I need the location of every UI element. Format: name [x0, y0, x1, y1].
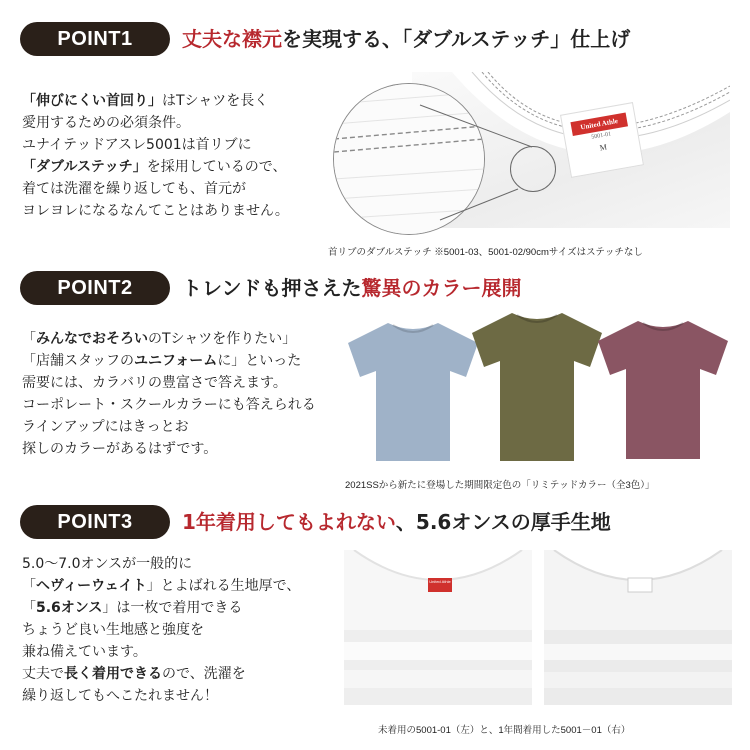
point1-line-2: [22, 134, 289, 156]
fabric-photo-worn: [544, 550, 732, 705]
point2-line-3-a: コーポレート・スクールカラーにも答えられる: [22, 397, 316, 413]
tshirt-mauve-body: [598, 321, 728, 459]
point3-line-3-a: ちょうど良い生地感と強度を: [22, 622, 204, 638]
point1-badge: POINT1: [20, 22, 170, 56]
point2-line-2-a: 需要には、カラバリの豊富さで答えます。: [22, 375, 287, 391]
point2-line-0: [22, 328, 316, 350]
point2-line-4-a: ラインアップにはきっとお: [22, 419, 189, 435]
tag-code: 5001-01: [590, 131, 612, 141]
point2-line-3: [22, 394, 316, 416]
point2-line-5-a: 探しのカラーがあるはずです。: [22, 441, 218, 457]
point2-headline: [182, 271, 522, 305]
point1-line-5: [22, 200, 289, 222]
point3-line-4-a: 兼ね備えています。: [22, 644, 147, 660]
point2-headline-rest: トレンドも押さえた: [182, 276, 362, 300]
point1-body: [22, 90, 289, 222]
point1-headline-rest: を実現する、「ダブルステッチ」仕上げ: [282, 27, 631, 51]
point3-line-2-b: 5.6オンス: [36, 600, 103, 616]
point3-headline-red: 1年着用してもよれない: [182, 510, 396, 534]
point1-headline-red: 丈夫な襟元: [182, 27, 282, 51]
fabric-photo-unworn: [344, 550, 532, 705]
point3-line-1-a: 「: [22, 578, 36, 594]
brand-logo: United Athle: [570, 112, 628, 136]
fabric-worn-illustration: [544, 550, 732, 705]
point1-line-0-bold: 「伸びにくい首回り」: [22, 93, 162, 109]
point3-line-1-b: ヘヴィーウェイト: [36, 578, 147, 594]
point3-line-5-c: ので、洗濯を: [162, 666, 246, 682]
point3-body: [22, 553, 300, 707]
fabric-unworn-illustration: [344, 550, 532, 705]
point2-line-4: [22, 416, 316, 438]
point2-badge: POINT2: [20, 271, 170, 305]
point2-line-1-b: ユニフォーム: [134, 353, 218, 369]
point3-line-3: [22, 619, 300, 641]
point3-line-2-a: 「: [22, 600, 36, 616]
point2-line-0-c: のTシャツを作りたい」: [148, 331, 297, 347]
stitch-small-circle: [510, 146, 556, 192]
point1-line-2-text: ユナイテッドアスレ5001は首リブに: [22, 137, 252, 153]
point2-line-5: [22, 438, 316, 460]
point3-headline-rest: 、5.6オンスの厚手生地: [395, 510, 611, 534]
point3-badge: POINT3: [20, 505, 170, 539]
point2-line-1-c: に」といった: [217, 353, 302, 369]
tag-size: M: [599, 142, 608, 153]
point1-line-0: [22, 90, 289, 112]
tshirt-blue-body: [348, 323, 478, 461]
point2-line-2: [22, 372, 316, 394]
point2-body: [22, 328, 316, 460]
point2-line-0-a: 「: [22, 331, 36, 347]
point3-line-2: [22, 597, 300, 619]
point3-line-4: [22, 641, 300, 663]
point1-line-1: [22, 112, 289, 134]
point1-line-5-text: ヨレヨレになるなんてことはありません。: [22, 203, 289, 219]
point3-line-6-a: 繰り返してもへこたれません！: [22, 688, 218, 704]
unworn-tag-logo: United Athle: [429, 579, 451, 584]
point3-line-5-a: 丈夫で: [22, 666, 64, 682]
point1-section: [0, 0, 750, 265]
point3-line-2-c: 」は一枚で着用できる: [102, 600, 243, 616]
point2-caption: 2021SSから新たに登場した期間限定色の「リミテッドカラー（全3色）」: [345, 480, 655, 491]
tshirt-mauve: [588, 313, 738, 463]
point1-caption: 首リブのダブルステッチ ※5001-03、5001-02/90cmサイズはステッチなし: [328, 247, 643, 258]
point2-section: [0, 265, 750, 497]
point1-line-3: [22, 156, 289, 178]
point1-line-4-text: 着ては洗濯を繰り返しても、首元が: [22, 181, 246, 197]
point3-line-5-b: 長く着用できる: [64, 666, 162, 682]
point3-headline: [182, 505, 611, 539]
point3-line-1-c: 」とよばれる生地厚で、: [146, 578, 301, 594]
point1-headline: [182, 22, 630, 56]
point3-line-0-a: 5.0～7.0オンスが一般的に: [22, 556, 193, 572]
point3-line-5: [22, 663, 300, 685]
point2-line-0-b: みんなでおそろい: [36, 331, 148, 347]
point3-line-6: [22, 685, 300, 707]
point3-line-1: [22, 575, 300, 597]
point2-line-1-a: 「店舗スタッフの: [22, 353, 134, 369]
point2-headline-red: 驚異のカラー展開: [361, 276, 522, 300]
point3-caption: 未着用の5001-01（左）と、1年間着用した5001－01（右）: [378, 725, 631, 736]
point1-line-3-text: を採用しているので、: [146, 159, 287, 175]
point1-line-3-bold: 「ダブルステッチ」: [22, 159, 147, 175]
point3-line-0: [22, 553, 300, 575]
tshirt-olive-body: [472, 313, 602, 461]
point2-line-1: [22, 350, 316, 372]
point1-line-4: [22, 178, 289, 200]
point1-line-0-text: はTシャツを長く: [162, 93, 269, 109]
point1-line-1-text: 愛用するための必須条件。: [22, 115, 190, 131]
brand-label-tag: [560, 102, 644, 178]
